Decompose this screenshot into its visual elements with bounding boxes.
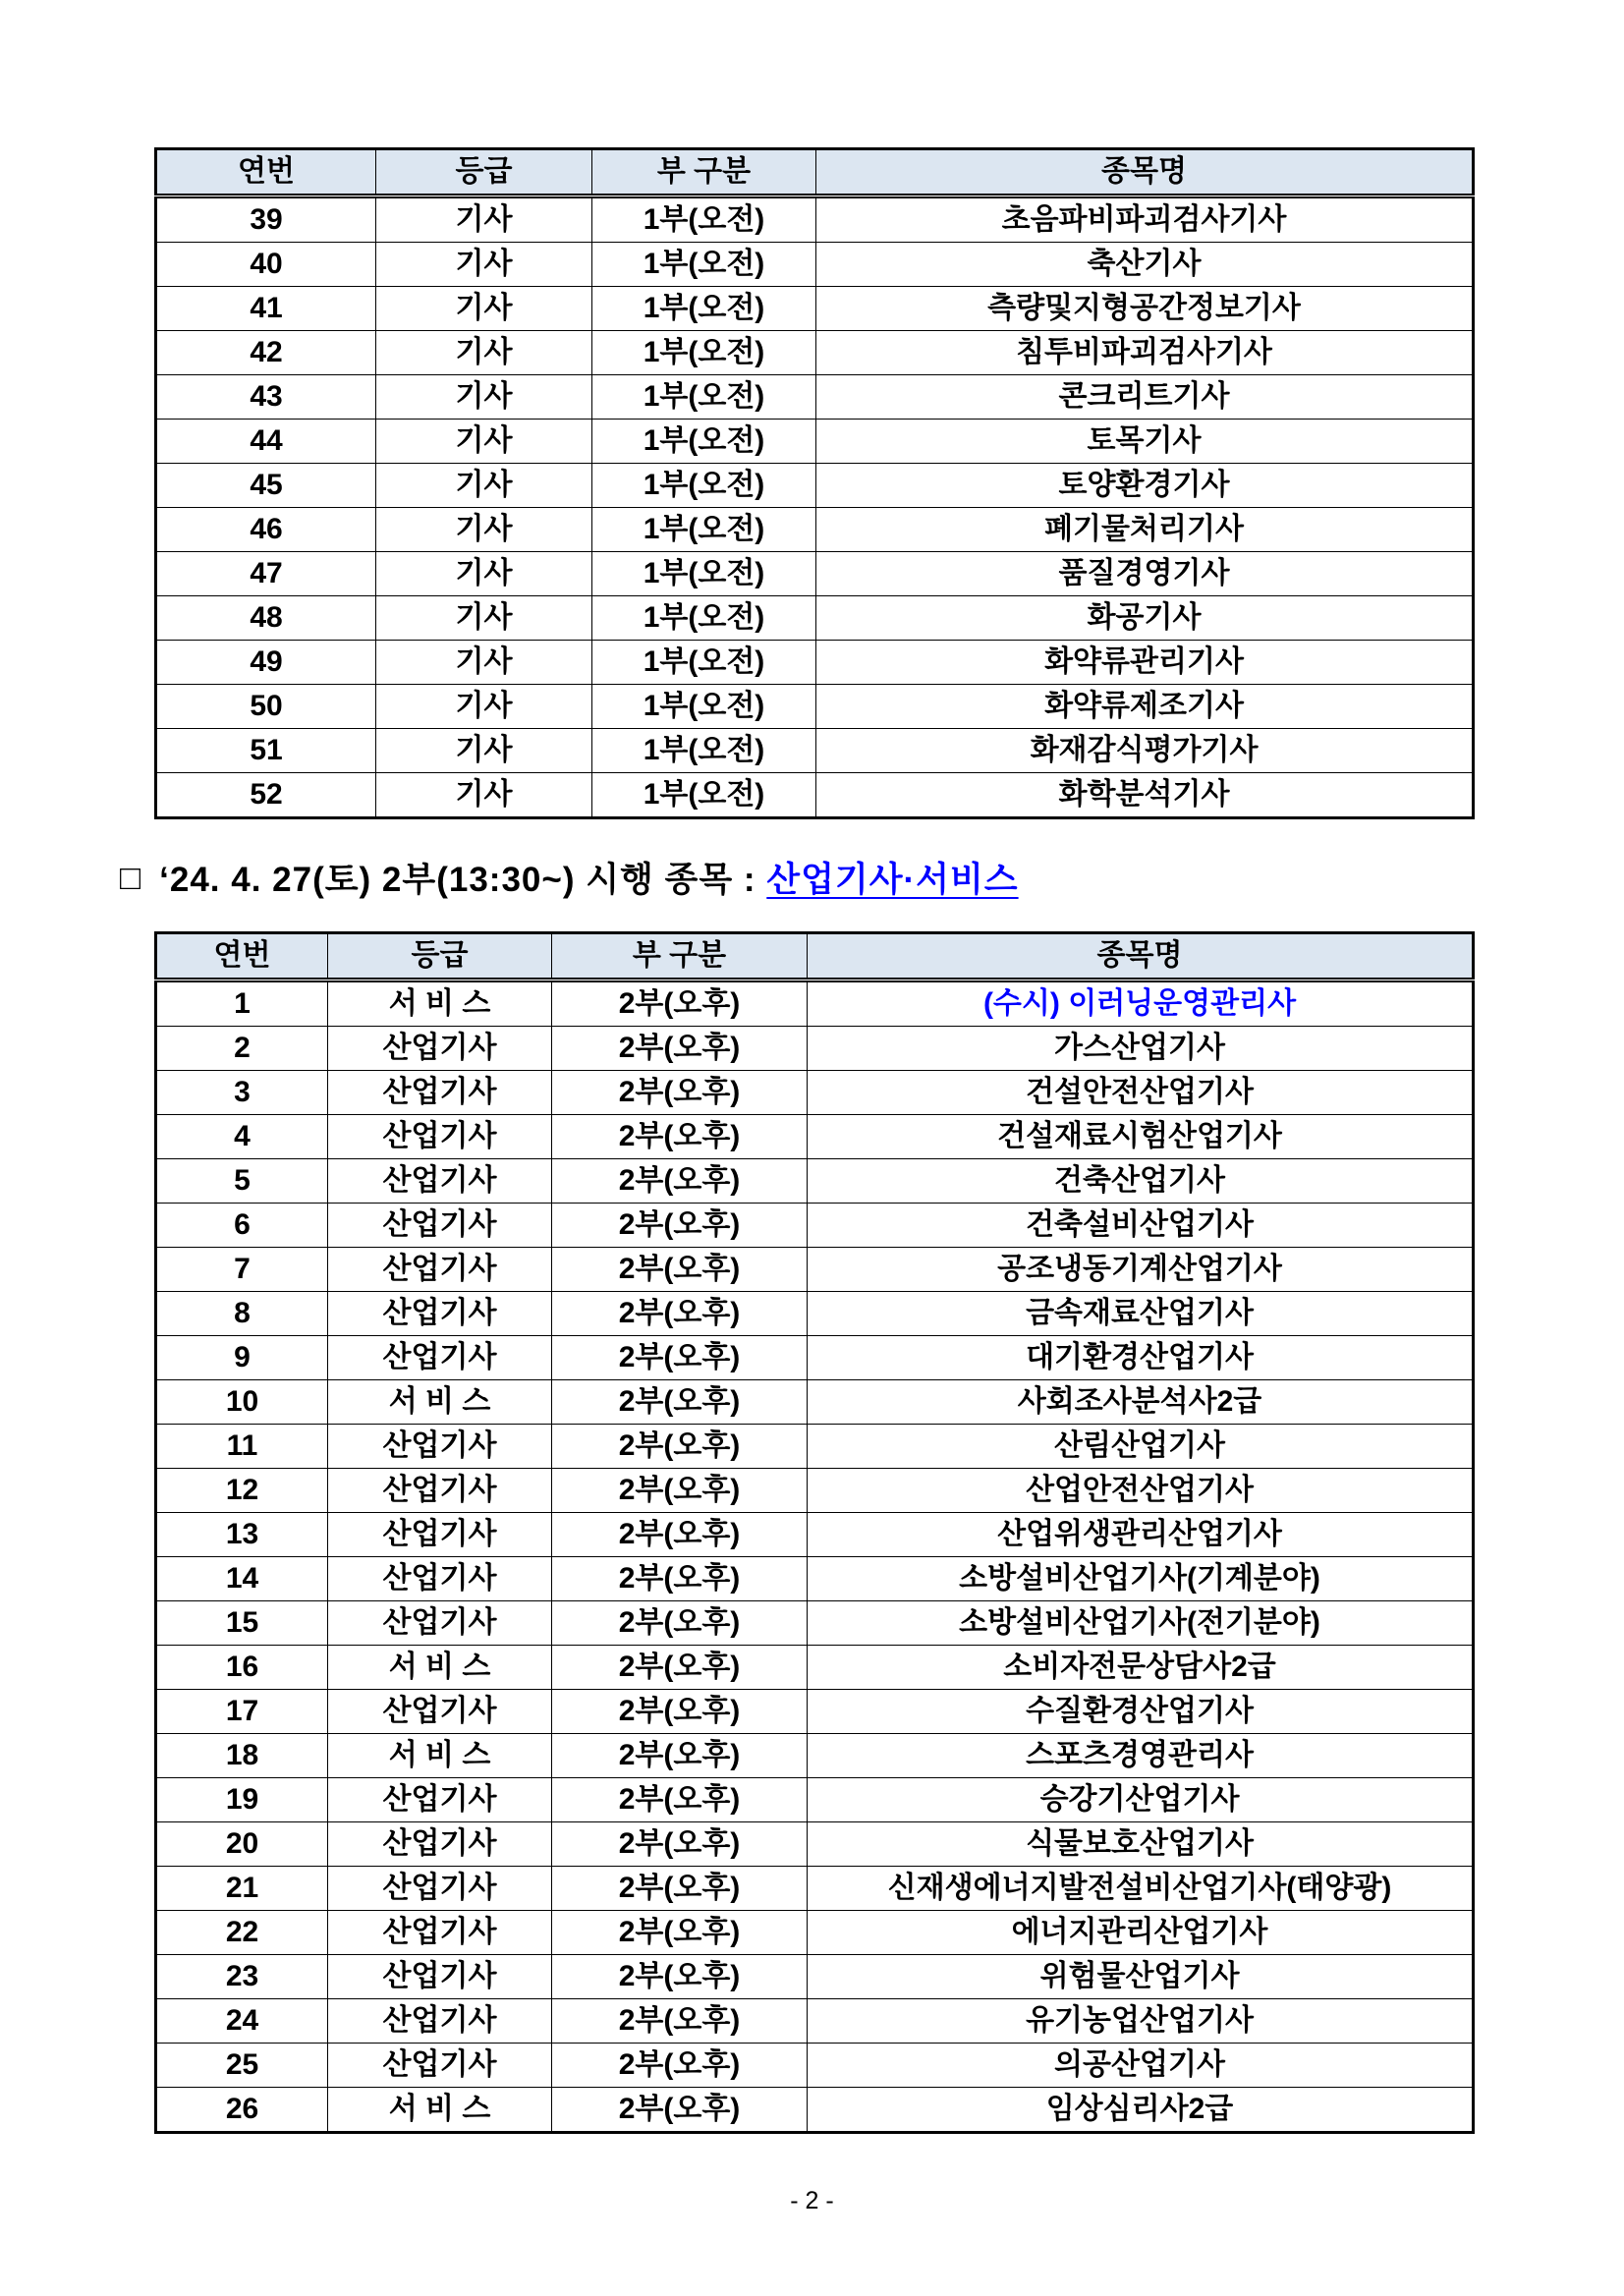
cell-session: 2부(오후) — [552, 1425, 808, 1469]
cell-subject: 화약류관리기사 — [816, 641, 1474, 685]
page-number: - 2 - — [790, 2187, 834, 2214]
cell-subject: 산업위생관리산업기사 — [808, 1513, 1474, 1557]
table-header-row — [156, 933, 1474, 980]
cell-session: 2부(오후) — [552, 1822, 808, 1867]
cell-serial: 21 — [156, 1867, 328, 1911]
cell-subject: 유기농업산업기사 — [808, 1999, 1474, 2044]
cell-grade: 산업기사 — [328, 1778, 552, 1822]
cell-grade: 산업기사 — [328, 1469, 552, 1513]
cell-grade: 서 비 스 — [328, 980, 552, 1027]
table-row — [156, 641, 1474, 685]
cell-serial: 42 — [156, 331, 376, 375]
cell-subject: 에너지관리산업기사 — [808, 1911, 1474, 1955]
cell-serial: 18 — [156, 1734, 328, 1778]
cell-grade: 산업기사 — [328, 1822, 552, 1867]
cell-grade: 기사 — [376, 243, 592, 287]
table-row — [156, 1822, 1474, 1867]
cell-session: 2부(오후) — [552, 1955, 808, 1999]
table-row — [156, 375, 1474, 420]
cell-session: 1부(오전) — [592, 729, 816, 773]
cell-session: 1부(오전) — [592, 375, 816, 420]
cell-subject: 화약류제조기사 — [816, 685, 1474, 729]
cell-grade: 기사 — [376, 375, 592, 420]
cell-subject: 의공산업기사 — [808, 2044, 1474, 2088]
cell-serial: 26 — [156, 2088, 328, 2133]
cell-serial: 16 — [156, 1646, 328, 1690]
cell-serial: 52 — [156, 773, 376, 818]
cell-session: 2부(오후) — [552, 1690, 808, 1734]
table-row — [156, 1734, 1474, 1778]
cell-session: 2부(오후) — [552, 2044, 808, 2088]
cell-serial: 5 — [156, 1159, 328, 1204]
table-row — [156, 464, 1474, 508]
exam-table-afternoon — [154, 931, 1475, 2134]
section-heading — [120, 853, 1515, 902]
cell-session: 1부(오전) — [592, 685, 816, 729]
table-row — [156, 243, 1474, 287]
cell-session: 2부(오후) — [552, 1513, 808, 1557]
cell-grade: 기사 — [376, 596, 592, 641]
cell-serial: 49 — [156, 641, 376, 685]
cell-serial: 20 — [156, 1822, 328, 1867]
cell-session: 1부(오전) — [592, 196, 816, 243]
cell-session: 2부(오후) — [552, 1071, 808, 1115]
cell-serial: 1 — [156, 980, 328, 1027]
cell-subject: 가스산업기사 — [808, 1027, 1474, 1071]
cell-subject: 소방설비산업기사(기계분야) — [808, 1557, 1474, 1601]
cell-subject: 축산기사 — [816, 243, 1474, 287]
cell-session: 1부(오전) — [592, 287, 816, 331]
cell-serial: 48 — [156, 596, 376, 641]
table-row — [156, 331, 1474, 375]
cell-subject: 건축산업기사 — [808, 1159, 1474, 1204]
table-row — [156, 287, 1474, 331]
cell-session: 2부(오후) — [552, 2088, 808, 2133]
column-header-subject: 종목명 — [816, 149, 1474, 196]
table-row — [156, 1867, 1474, 1911]
cell-grade: 산업기사 — [328, 1071, 552, 1115]
cell-subject: 측량및지형공간정보기사 — [816, 287, 1474, 331]
cell-subject: 스포츠경영관리사 — [808, 1734, 1474, 1778]
cell-session: 1부(오전) — [592, 641, 816, 685]
cell-session: 1부(오전) — [592, 596, 816, 641]
cell-serial: 51 — [156, 729, 376, 773]
cell-session: 1부(오전) — [592, 552, 816, 596]
cell-subject: 화재감식평가기사 — [816, 729, 1474, 773]
cell-serial: 25 — [156, 2044, 328, 2088]
table-row — [156, 1425, 1474, 1469]
cell-grade: 기사 — [376, 552, 592, 596]
cell-serial: 13 — [156, 1513, 328, 1557]
table-row — [156, 1115, 1474, 1159]
cell-subject: 금속재료산업기사 — [808, 1292, 1474, 1336]
cell-grade: 서 비 스 — [328, 1734, 552, 1778]
table-row — [156, 2088, 1474, 2133]
cell-session: 1부(오전) — [592, 243, 816, 287]
cell-serial: 17 — [156, 1690, 328, 1734]
cell-grade: 산업기사 — [328, 1115, 552, 1159]
cell-serial: 15 — [156, 1601, 328, 1646]
cell-serial: 19 — [156, 1778, 328, 1822]
table-row — [156, 1911, 1474, 1955]
cell-subject: 사회조사분석사2급 — [808, 1380, 1474, 1425]
square-bullet-icon: □ — [120, 859, 142, 897]
table-row — [156, 1027, 1474, 1071]
cell-grade: 기사 — [376, 464, 592, 508]
cell-session: 2부(오후) — [552, 1292, 808, 1336]
cell-grade: 기사 — [376, 729, 592, 773]
cell-grade: 산업기사 — [328, 1425, 552, 1469]
cell-grade: 기사 — [376, 641, 592, 685]
cell-session: 2부(오후) — [552, 1115, 808, 1159]
cell-session: 1부(오전) — [592, 773, 816, 818]
cell-session: 2부(오후) — [552, 1557, 808, 1601]
cell-session: 1부(오전) — [592, 331, 816, 375]
cell-serial: 45 — [156, 464, 376, 508]
cell-grade: 산업기사 — [328, 1557, 552, 1601]
column-header-grade: 등급 — [376, 149, 592, 196]
cell-serial: 24 — [156, 1999, 328, 2044]
cell-grade: 기사 — [376, 773, 592, 818]
cell-grade: 기사 — [376, 287, 592, 331]
column-header-session: 부 구분 — [592, 149, 816, 196]
cell-session: 2부(오후) — [552, 1336, 808, 1380]
table-row — [156, 1955, 1474, 1999]
cell-subject: 콘크리트기사 — [816, 375, 1474, 420]
cell-subject: 대기환경산업기사 — [808, 1336, 1474, 1380]
column-header-grade: 등급 — [328, 933, 552, 980]
table-row — [156, 2044, 1474, 2088]
cell-grade: 산업기사 — [328, 1911, 552, 1955]
cell-session: 1부(오전) — [592, 508, 816, 552]
cell-serial: 9 — [156, 1336, 328, 1380]
cell-session: 2부(오후) — [552, 1999, 808, 2044]
exam-table-morning — [154, 147, 1475, 819]
cell-serial: 8 — [156, 1292, 328, 1336]
cell-session: 2부(오후) — [552, 1911, 808, 1955]
cell-session: 1부(오전) — [592, 464, 816, 508]
cell-grade: 기사 — [376, 685, 592, 729]
cell-session: 2부(오후) — [552, 1867, 808, 1911]
cell-subject: 토목기사 — [816, 420, 1474, 464]
cell-subject: 폐기물처리기사 — [816, 508, 1474, 552]
table-row — [156, 1601, 1474, 1646]
cell-session: 2부(오후) — [552, 1204, 808, 1248]
cell-session: 2부(오후) — [552, 1646, 808, 1690]
cell-serial: 44 — [156, 420, 376, 464]
table-row — [156, 729, 1474, 773]
table-row — [156, 1469, 1474, 1513]
table-row — [156, 1999, 1474, 2044]
cell-grade: 산업기사 — [328, 1867, 552, 1911]
section-heading-text: ‘24. 4. 27(토) 2부(13:30~) 시행 종목 : — [159, 861, 767, 899]
table-row — [156, 1690, 1474, 1734]
cell-grade: 산업기사 — [328, 1690, 552, 1734]
cell-subject: 화공기사 — [816, 596, 1474, 641]
table-row — [156, 196, 1474, 243]
cell-grade: 산업기사 — [328, 1027, 552, 1071]
cell-subject: 식물보호산업기사 — [808, 1822, 1474, 1867]
cell-subject: 소비자전문상담사2급 — [808, 1646, 1474, 1690]
cell-grade: 기사 — [376, 508, 592, 552]
cell-subject: 화학분석기사 — [816, 773, 1474, 818]
table-row — [156, 1204, 1474, 1248]
cell-subject: 초음파비파괴검사기사 — [816, 196, 1474, 243]
cell-subject: 공조냉동기계산업기사 — [808, 1248, 1474, 1292]
cell-session: 2부(오후) — [552, 1159, 808, 1204]
cell-subject: 소방설비산업기사(전기분야) — [808, 1601, 1474, 1646]
table-row — [156, 1778, 1474, 1822]
cell-serial: 2 — [156, 1027, 328, 1071]
cell-subject: 임상심리사2급 — [808, 2088, 1474, 2133]
cell-session: 2부(오후) — [552, 1601, 808, 1646]
table-row — [156, 420, 1474, 464]
cell-subject: 산림산업기사 — [808, 1425, 1474, 1469]
cell-grade: 산업기사 — [328, 1292, 552, 1336]
cell-session: 2부(오후) — [552, 1248, 808, 1292]
table-row — [156, 1336, 1474, 1380]
cell-grade: 산업기사 — [328, 1159, 552, 1204]
cell-subject: 신재생에너지발전설비산업기사(태양광) — [808, 1867, 1474, 1911]
cell-subject: 품질경영기사 — [816, 552, 1474, 596]
cell-subject: 승강기산업기사 — [808, 1778, 1474, 1822]
table-row — [156, 552, 1474, 596]
cell-serial: 23 — [156, 1955, 328, 1999]
cell-serial: 40 — [156, 243, 376, 287]
cell-session: 2부(오후) — [552, 1027, 808, 1071]
cell-subject: 침투비파괴검사기사 — [816, 331, 1474, 375]
cell-serial: 7 — [156, 1248, 328, 1292]
table-row — [156, 773, 1474, 818]
table-row — [156, 1248, 1474, 1292]
cell-serial: 12 — [156, 1469, 328, 1513]
cell-subject: 건설재료시험산업기사 — [808, 1115, 1474, 1159]
cell-serial: 10 — [156, 1380, 328, 1425]
cell-serial: 39 — [156, 196, 376, 243]
cell-subject: 건축설비산업기사 — [808, 1204, 1474, 1248]
cell-grade: 산업기사 — [328, 1336, 552, 1380]
cell-grade: 산업기사 — [328, 1513, 552, 1557]
cell-serial: 4 — [156, 1115, 328, 1159]
cell-subject: 위험물산업기사 — [808, 1955, 1474, 1999]
column-header-subject: 종목명 — [808, 933, 1474, 980]
cell-grade: 산업기사 — [328, 1955, 552, 1999]
cell-serial: 22 — [156, 1911, 328, 1955]
cell-session: 2부(오후) — [552, 1469, 808, 1513]
cell-grade: 기사 — [376, 196, 592, 243]
table-row — [156, 1646, 1474, 1690]
column-header-session: 부 구분 — [552, 933, 808, 980]
cell-serial: 41 — [156, 287, 376, 331]
cell-subject: 산업안전산업기사 — [808, 1469, 1474, 1513]
table-row — [156, 1380, 1474, 1425]
cell-session: 2부(오후) — [552, 1778, 808, 1822]
cell-grade: 산업기사 — [328, 1204, 552, 1248]
cell-serial: 50 — [156, 685, 376, 729]
cell-session: 2부(오후) — [552, 980, 808, 1027]
cell-serial: 43 — [156, 375, 376, 420]
column-header-serial: 연번 — [156, 149, 376, 196]
cell-grade: 산업기사 — [328, 2044, 552, 2088]
section-heading-link[interactable]: 산업기사·서비스 — [766, 861, 1019, 899]
table-row — [156, 980, 1474, 1027]
cell-subject: 건설안전산업기사 — [808, 1071, 1474, 1115]
cell-serial: 46 — [156, 508, 376, 552]
table-row — [156, 596, 1474, 641]
cell-subject: 토양환경기사 — [816, 464, 1474, 508]
table-row — [156, 1513, 1474, 1557]
cell-grade: 산업기사 — [328, 1999, 552, 2044]
table-row — [156, 508, 1474, 552]
cell-grade: 기사 — [376, 331, 592, 375]
table-row — [156, 1557, 1474, 1601]
cell-grade: 산업기사 — [328, 1248, 552, 1292]
cell-subject: (수시) 이러닝운영관리사 — [808, 980, 1474, 1027]
cell-grade: 서 비 스 — [328, 1380, 552, 1425]
table-row — [156, 685, 1474, 729]
cell-grade: 서 비 스 — [328, 1646, 552, 1690]
cell-subject: 수질환경산업기사 — [808, 1690, 1474, 1734]
table-row — [156, 1292, 1474, 1336]
cell-serial: 11 — [156, 1425, 328, 1469]
cell-session: 1부(오전) — [592, 420, 816, 464]
cell-session: 2부(오후) — [552, 1380, 808, 1425]
cell-serial: 47 — [156, 552, 376, 596]
column-header-serial: 연번 — [156, 933, 328, 980]
cell-grade: 산업기사 — [328, 1601, 552, 1646]
cell-serial: 3 — [156, 1071, 328, 1115]
cell-session: 2부(오후) — [552, 1734, 808, 1778]
table-row — [156, 1071, 1474, 1115]
cell-grade: 서 비 스 — [328, 2088, 552, 2133]
table-row — [156, 1159, 1474, 1204]
cell-serial: 14 — [156, 1557, 328, 1601]
cell-grade: 기사 — [376, 420, 592, 464]
table-header-row — [156, 149, 1474, 196]
cell-serial: 6 — [156, 1204, 328, 1248]
